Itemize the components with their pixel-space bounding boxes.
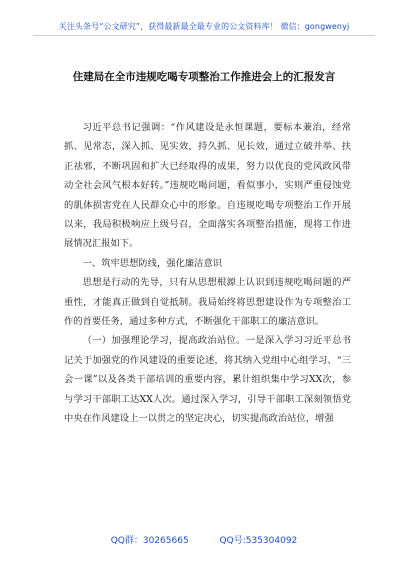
paragraph-section: 思想是行动的先导，只有从思想根源上认识到违规吃喝问题的严重性，才能真正做到自觉抵制。我局始终将思想建设作为专项整治工作的首要任务，通过多种方式，不断强化干部职工的廉洁意识。 (64, 277, 351, 328)
document-body (64, 118, 351, 429)
footer-contacts (0, 533, 408, 546)
footer-qq-number: QQ号:535304092 (219, 536, 298, 546)
header-banner: 关注头条号“公文研究”，获得最新最全最专业的公文资料库！ 微信：gongwenyj (58, 22, 350, 31)
section-heading: 一、筑牢思想防线，强化廉洁意识 (82, 257, 223, 269)
document-title: 住建局在全市违规吃喝专项整治工作推进会上的汇报发言 (72, 71, 336, 83)
paragraph-subsection: （一）加强理论学习，提高政治站位。一是深入学习习近平总书记关于加强党的作风建设的重要论述，将其纳入党组中心组学习、“三会一课”以及各类干部培训的重要内容，累计组织集中学习XX次，参与学习干部职工达XX人次。通过深入学习，引导干部职工深刻领悟党中央在作风建设上一以贯之的坚定决心，切实提高政治站位，增强 (64, 335, 351, 425)
paragraph-intro: 习近平总书记强调：“作风建设是永恒课题，要标本兼治，经常抓、见常态，深入抓、见实效，持久抓、见长效，通过立破并举、扶正祛邪，不断巩固和扩大已经取得的成果，努力以优良的党风政风带动全社会风气根本好转。”违规吃喝问题，看似事小，实则严重侵蚀党的肌体损害党在人民群众心中的形象。自违规吃喝专项整治工作开展以来，我局积极响应上级号召，全面落实各项整治措施，现将工作进展情况汇报如下。 (64, 122, 351, 250)
header-divider (33, 35, 375, 36)
footer-qq-group: QQ群：30265665 (110, 536, 189, 546)
